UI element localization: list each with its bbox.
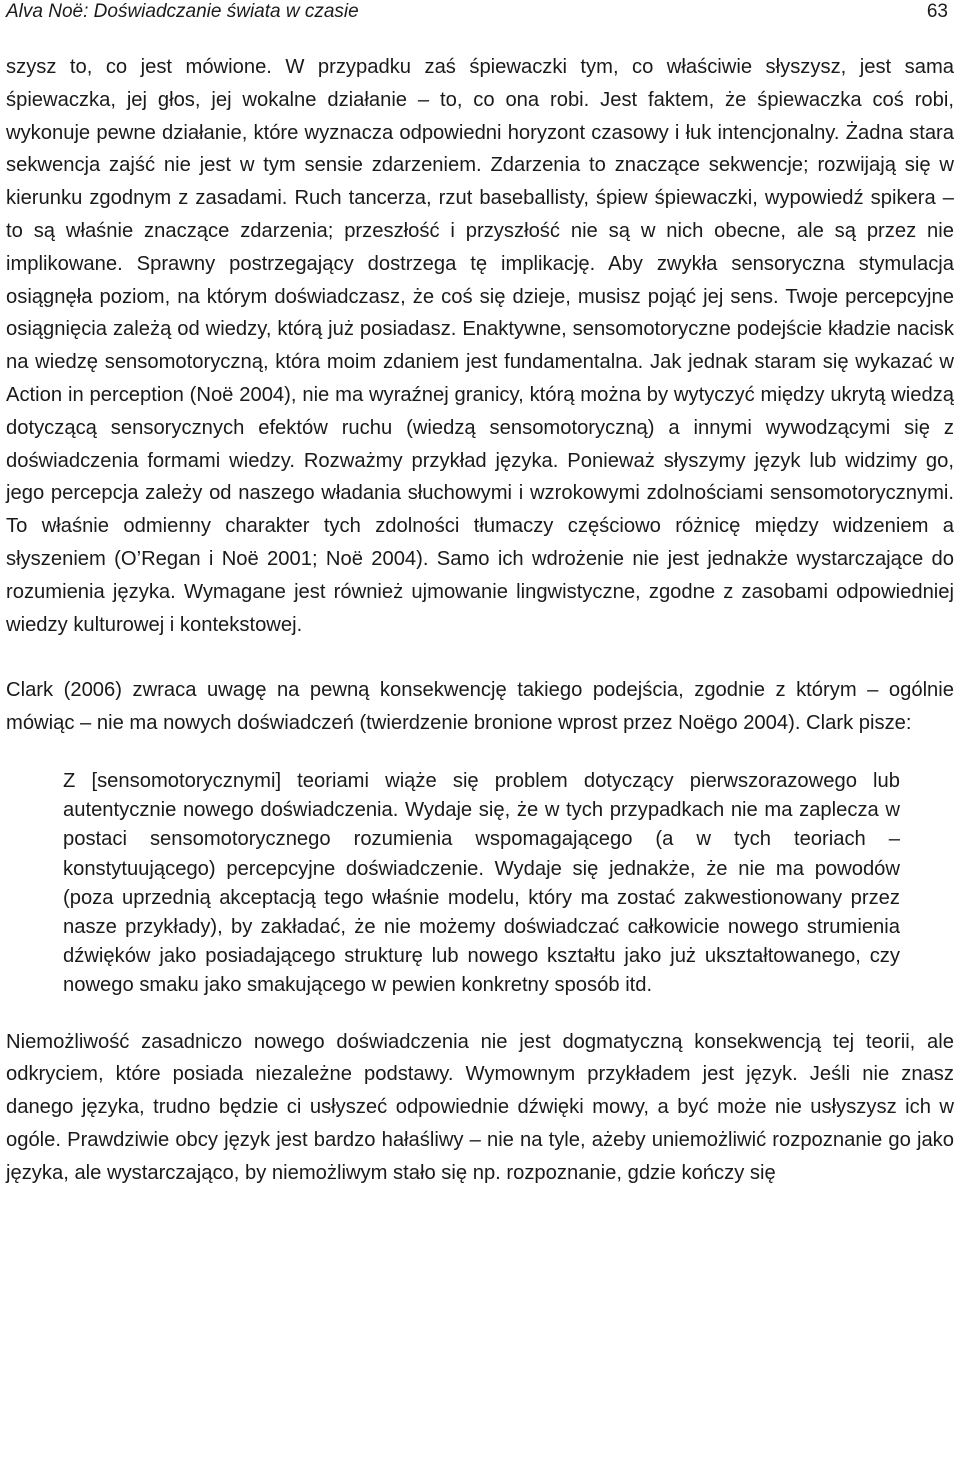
body-paragraph: Niemożliwość zasadniczo nowego doświadczenia nie jest dogmatyczną konsekwencją tej teorii, ale odkryciem, które posiada niezależne podstawy. Wymownym przykładem jest język. Jeśli nie znasz danego języka, trudno będzie ci usłyszeć odpowiednie dźwięki mowy, a być może nie usłyszysz ich w ogóle. Prawdziwie obcy język jest bardzo hałaśliwy – nie na tyle, ażeby uniemożliwić rozpoznanie go jako języka, ale wystarczająco, by niemożliwym stało się np. rozpoznanie, gdzie kończy się xyxy=(6,1030,954,1184)
page-number: 63 xyxy=(926,1,948,22)
body-paragraph: Clark (2006) zwraca uwagę na pewną konsekwencję takiego podejścia, zgodnie z którym – ogólnie mówiąc – nie ma nowych doświadczeń (twierdzenie bronione wprost przez Noëgo 2004). Clark pisze: xyxy=(6,679,954,735)
running-header-title: Alva Noë: Doświadczanie świata w czasie xyxy=(6,1,359,22)
body-paragraph: szysz to, co jest mówione. W przypadku zaś śpiewaczki tym, co właściwie słyszysz, jest sama śpiewaczka, jej głos, jej wokalne działanie – to, co ona robi. Jest faktem, że śpiewaczka coś robi, wykonuje pewne działanie, które wyznacza odpowiedni horyzont czasowy i łuk intencjonalny. Żadna stara sekwencja zajść nie jest w tym sensie zdarzeniem. Zdarzenia to znaczące sekwencje; rozwijają się w kierunku zgodnym z zasadami. Ruch tancerza, rzut baseballisty, śpiew śpiewaczki, wypowiedź spikera – to są właśnie znaczące zdarzenia; przeszłość i przyszłość nie są w nich obecne, ale są przez nie implikowane. Sprawny postrzegający dostrzega tę implikację. Aby zwykła sensoryczna stymulacja osiągnęła poziom, na którym doświadczasz, że coś się dzieje, musisz pojąć jej sens. Twoje percepcyjne osiągnięcia zależą od wiedzy, którą już posiadasz. Enaktywne, sensomotoryczne podejście kładzie nacisk na wiedzę sensomotoryczną, która moim zdaniem jest fundamentalna. Jak jednak staram się wykazać w Action in perception (Noë 2004), nie ma wyraźnej granicy, którą można by wytyczyć między ukrytą wiedzą dotyczącą sensorycznych efektów ruchu (wiedzą sensomotoryczną) a innymi wywodzącymi się z doświadczenia formami wiedzy. Rozważmy przykład języka. Ponieważ słyszymy język lub widzimy go, jego percepcja zależy od naszego władania słuchowymi i wzrokowymi zdolnościami sensomotorycznymi. To właśnie odmienny charakter tych zdolności tłumaczy częściowo różnicę między widzeniem a słyszeniem (O’Regan i Noë 2001; Noë 2004). Samo ich wdrożenie nie jest jednakże wystarczające do rozumienia języka. Wymagane jest również ujmowanie lingwistyczne, zgodne z zasobami odpowiedniej wiedzy kulturowej i kontekstowej. xyxy=(6,56,954,636)
running-header xyxy=(6,0,954,24)
document-page xyxy=(6,0,954,1190)
block-quote: Z [sensomotorycznymi] teoriami wiąże się problem dotyczący pierwszorazowego lub autentycznie nowego doświadczenia. Wydaje się, że w tych przypadkach nie ma zaplecza w postaci sensomotorycznego rozumienia wspomagającego (a w tych teoriach – konstytuującego) percepcyjne doświadczenie. Wydaje się jednakże, że nie ma powodów (poza uprzednią akceptacją tego właśnie modelu, który ma zostać zakwestionowany przez nasze przykłady), by zakładać, że nie możemy doświadczać całkowicie nowego strumienia dźwięków jako posiadającego strukturę lub nowego kształtu jako już ukształtowanego, czy nowego smaku jako smakującego w pewien konkretny sposób itd. xyxy=(63,769,900,997)
